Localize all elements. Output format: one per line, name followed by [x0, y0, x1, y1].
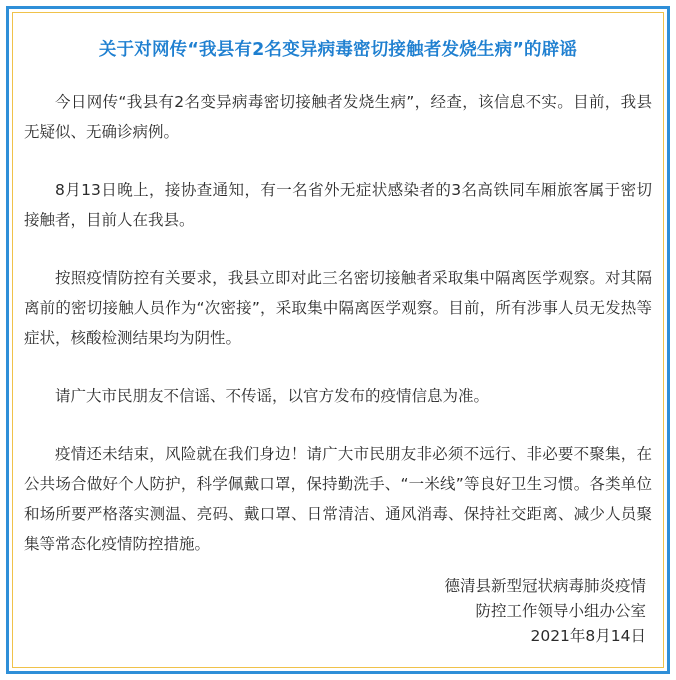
- paragraph-4: 请广大市民朋友不信谣、不传谣，以官方发布的疫情信息为准。: [55, 387, 490, 405]
- signature-org-line-1: 德清县新型冠状病毒肺炎疫情: [444, 577, 646, 595]
- notice-content: [24, 24, 652, 656]
- signature-org-line-2: 防控工作领导小组办公室: [475, 602, 646, 620]
- paragraph-2: 8月13日晚上，接协查通知，有一名省外无症状感染者的3名高铁同车厢旅客属于密切接触者，目前人在我县。: [24, 181, 652, 229]
- notice-title: 关于对网传“我县有2名变异病毒密切接触者发烧生病”的辟谣: [98, 40, 578, 60]
- paragraph-1: 今日网传“我县有2名变异病毒密切接触者发烧生病”，经查，该信息不实。目前，我县无疑似、无确诊病例。: [24, 93, 652, 141]
- signature-block: [444, 574, 646, 649]
- signature-date: 2021年8月14日: [530, 627, 646, 645]
- paragraph-5: 疫情还未结束，风险就在我们身边！请广大市民朋友非必须不远行、非必要不聚集，在公共场合做好个人防护，科学佩戴口罩，保持勤洗手、“一米线”等良好卫生习惯。各类单位和场所要严格落实测温、亮码、戴口罩、日常清洁、通风消毒、保持社交距离、减少人员聚集等常态化疫情防控措施。: [24, 445, 652, 553]
- paragraph-3: 按照疫情防控有关要求，我县立即对此三名密切接触者采取集中隔离医学观察。对其隔离前的密切接触人员作为“次密接”，采取集中隔离医学观察。目前，所有涉事人员无发热等症状，核酸检测结果均为阴性。: [24, 269, 652, 347]
